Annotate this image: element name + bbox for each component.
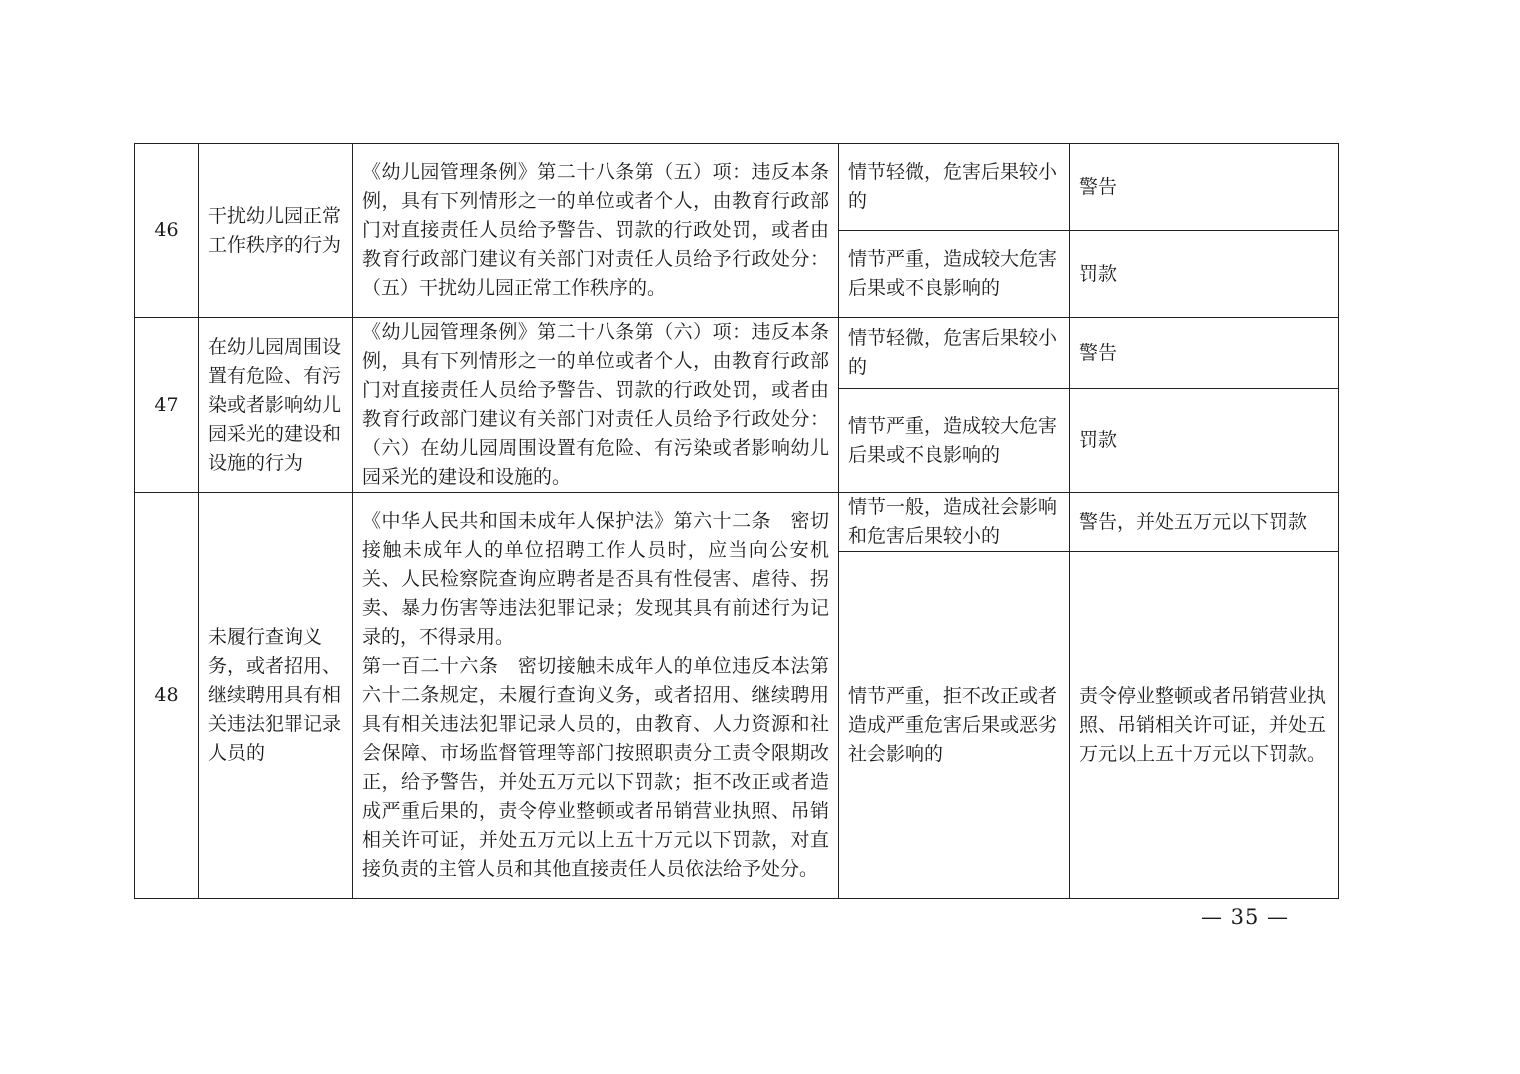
item-number: 46	[135, 144, 199, 318]
table-row	[135, 144, 1339, 231]
violation-behavior: 未履行查询义务，或者招用、继续聘用具有相关违法犯罪记录人员的	[199, 493, 353, 899]
item-number: 48	[135, 493, 199, 899]
circumstance: 情节严重，拒不改正或者造成严重危害后果或恶劣社会影响的	[839, 552, 1070, 899]
circumstance: 情节一般，造成社会影响和危害后果较小的	[839, 493, 1070, 552]
circumstance: 情节轻微，危害后果较小的	[839, 144, 1070, 231]
penalty: 责令停业整顿或者吊销营业执照、吊销相关许可证，并处五万元以上五十万元以下罚款。	[1070, 552, 1339, 899]
item-number: 47	[135, 318, 199, 493]
legal-basis-paragraph: 第一百二十六条 密切接触未成年人的单位违反本法第六十二条规定，未履行查询义务，或者招用、继续聘用具有相关违法犯罪记录人员的，由教育、人力资源和社会保障、市场监督管理等部门按照职责分工责令限期改正，给予警告，并处五万元以下罚款；拒不改正或者造成严重后果的，责令停业整顿或者吊销营业执照、吊销相关许可证，并处五万元以上五十万元以下罚款，对直接负责的主管人员和其他直接责任人员依法给予处分。	[362, 655, 829, 880]
circumstance: 情节严重，造成较大危害后果或不良影响的	[839, 231, 1070, 318]
penalty-table	[134, 143, 1339, 899]
legal-basis: 《幼儿园管理条例》第二十八条第（六）项：违反本条例，具有下列情形之一的单位或者个人，由教育行政部门对直接责任人员给予警告、罚款的行政处罚，或者由教育行政部门建议有关部门对责任人员给予行政处分：（六）在幼儿园周围设置有危险、有污染或者影响幼儿园采光的建设和设施的。	[353, 318, 839, 493]
violation-behavior: 干扰幼儿园正常工作秩序的行为	[199, 144, 353, 318]
page-number: — 35 —	[1200, 905, 1290, 929]
penalty: 警告	[1070, 144, 1339, 231]
penalty: 罚款	[1070, 389, 1339, 493]
table-row	[135, 493, 1339, 552]
penalty: 警告，并处五万元以下罚款	[1070, 493, 1339, 552]
circumstance: 情节轻微，危害后果较小的	[839, 318, 1070, 389]
legal-basis: 《幼儿园管理条例》第二十八条第（五）项：违反本条例，具有下列情形之一的单位或者个人，由教育行政部门对直接责任人员给予警告、罚款的行政处罚，或者由教育行政部门建议有关部门对责任人员给予行政处分：（五）干扰幼儿园正常工作秩序的。	[353, 144, 839, 318]
legal-basis-paragraph: 《中华人民共和国未成年人保护法》第六十二条 密切接触未成年人的单位招聘工作人员时，应当向公安机关、人民检察院查询应聘者是否具有性侵害、虐待、拐卖、暴力伤害等违法犯罪记录；发现其具有前述行为记录的，不得录用。	[362, 510, 829, 648]
violation-behavior: 在幼儿园周围设置有危险、有污染或者影响幼儿园采光的建设和设施的行为	[199, 318, 353, 493]
table-row	[135, 318, 1339, 389]
circumstance: 情节严重，造成较大危害后果或不良影响的	[839, 389, 1070, 493]
penalty: 警告	[1070, 318, 1339, 389]
legal-basis	[353, 493, 839, 899]
penalty: 罚款	[1070, 231, 1339, 318]
